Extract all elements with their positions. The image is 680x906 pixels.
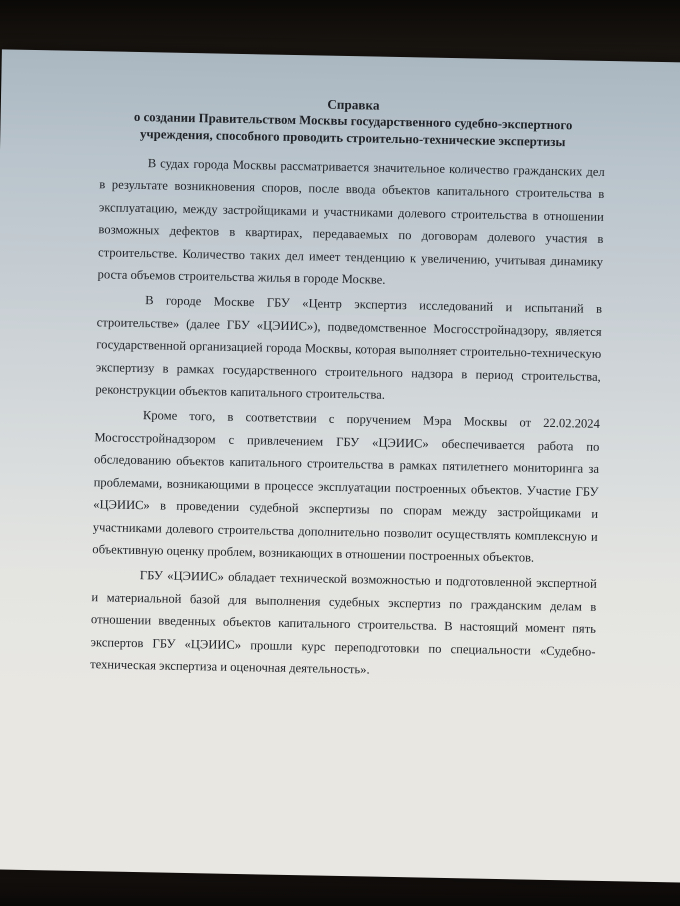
document-title: Справка xyxy=(327,96,380,113)
document-body xyxy=(90,91,606,688)
document-subtitle: о создании Правительством Москвы государственного судебно-экспертного учреждения, способного проводить строительно-технические экспертизы xyxy=(133,109,573,150)
paper-sheet xyxy=(0,49,680,882)
paragraph-4: ГБУ «ЦЭИИС» обладает технической возможностью и подготовленной экспертной и материальной базой для выполнения судебных экспертиз по гражданским делам в отношении введенных объектов капитального строительства. В настоящий момент пять экспертов ГБУ «ЦЭИИС» прошли курс переподготовки по специальности «Судебно-техническая экспертиза и оценочная деятельность». xyxy=(90,568,597,677)
paragraph-1: В судах города Москвы рассматривается значительное количество гражданских дел в результате возникновения споров, после ввода объектов капитального строительства в эксплуатацию, между застройщиками и участниками долевого строительства в отношении возможных дефектов в квартирах, передаваемых по договорам долевого участия в строительстве. Количество таких дел имеет тенденцию к увеличению, учитывая динамику роста объемов строительства жилья в городе Москве. xyxy=(97,156,605,287)
document-heading xyxy=(100,91,606,152)
paragraph-3: Кроме того, в соответствии с поручением Мэра Москвы от 22.02.2024 Мосгосстройнадзором с привлечением ГБУ «ЦЭИИС» обеспечивается работа по обследованию объектов капитального строительства в рамках пятилетнего мониторинга за проблемами, возникающими в процессе эксплуатации построенных объектов. Участие ГБУ «ЦЭИИС» в проведении судебной экспертизы по спорам между застройщиками и участниками долевого строительства дополнительно позволит осуществлять комплексную и объективную оценку проблем, возникающих в отношении построенных объектов. xyxy=(92,408,600,565)
paragraph-2: В городе Москве ГБУ «Центр экспертиз исследований и испытаний в строительстве» (далее ГБУ «ЦЭИИС»), подведомственное Мосгосстройнадзору, является государственной организацией города Москвы, которая выполняет строительно-техническую экспертизу в рамках государственного строительного надзора в период строительства, реконструкции объектов капитального строительства. xyxy=(95,293,603,402)
